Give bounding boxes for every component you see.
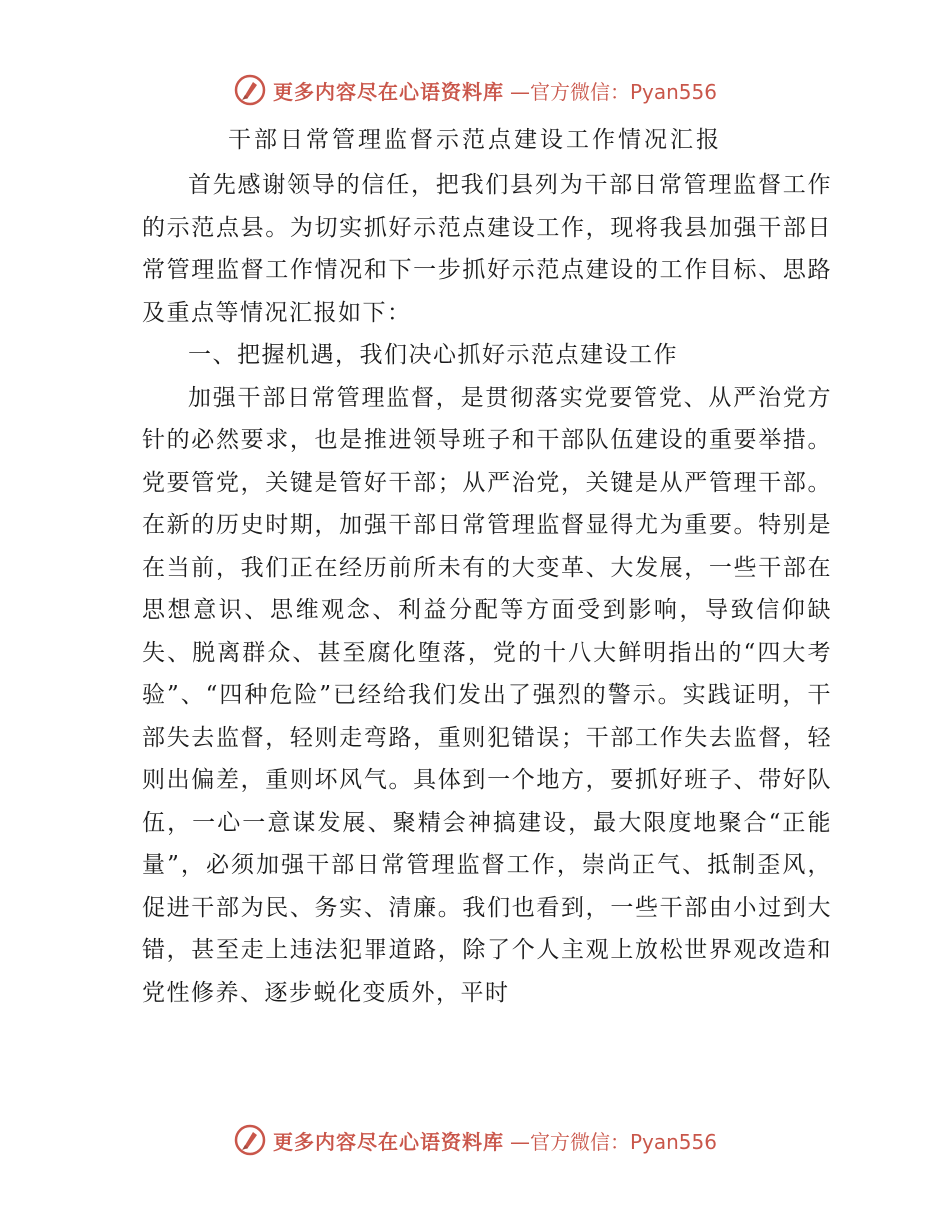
document-title: 干部日常管理监督示范点建设工作情况汇报: [228, 127, 722, 153]
document-body: [142, 164, 832, 1014]
pen-nib-logo-icon: [233, 1123, 267, 1157]
intro-paragraph: 首先感谢领导的信任，把我们县列为干部日常管理监督工作的示范点县。为切实抓好示范点建设工作，现将我县加强干部日常管理监督工作情况和下一步抓好示范点建设的工作目标、思路及重点等情况汇报如下：: [142, 172, 832, 326]
pen-nib-logo-icon: [233, 73, 267, 107]
watermark-contact: —官方微信：Pyan556: [509, 1129, 717, 1154]
watermark-text: 更多内容尽在心语资料库: [272, 1129, 504, 1154]
header-watermark: [0, 70, 950, 110]
watermark-text: 更多内容尽在心语资料库: [272, 79, 504, 104]
footer-watermark: [0, 1120, 950, 1160]
section-heading: 一、把握机遇，我们决心抓好示范点建设工作: [188, 342, 678, 368]
body-paragraph: 加强干部日常管理监督，是贯彻落实党要管党、从严治党方针的必然要求，也是推进领导班子和干部队伍建设的重要举措。党要管党，关键是管好干部；从严治党，关键是从严管理干部。在新的历史时期，加强干部日常管理监督显得尤为重要。特别是在当前，我们正在经历前所未有的大变革、大发展，一些干部在思想意识、思维观念、利益分配等方面受到影响，导致信仰缺失、脱离群众、甚至腐化堕落，党的十八大鲜明指出的“四大考验”、“四种危险”已经给我们发出了强烈的警示。实践证明，干部失去监督，轻则走弯路，重则犯错误；干部工作失去监督，轻则出偏差，重则坏风气。具体到一个地方，要抓好班子、带好队伍，一心一意谋发展、聚精会神搞建设，最大限度地聚合“正能量”，必须加强干部日常管理监督工作，崇尚正气、抵制歪风，促进干部为民、务实、清廉。我们也看到，一些干部由小过到大错，甚至走上违法犯罪道路，除了个人主观上放松世界观改造和党性修养、逐步蜕化变质外，平时: [142, 384, 832, 1006]
watermark-contact: —官方微信：Pyan556: [509, 79, 717, 104]
